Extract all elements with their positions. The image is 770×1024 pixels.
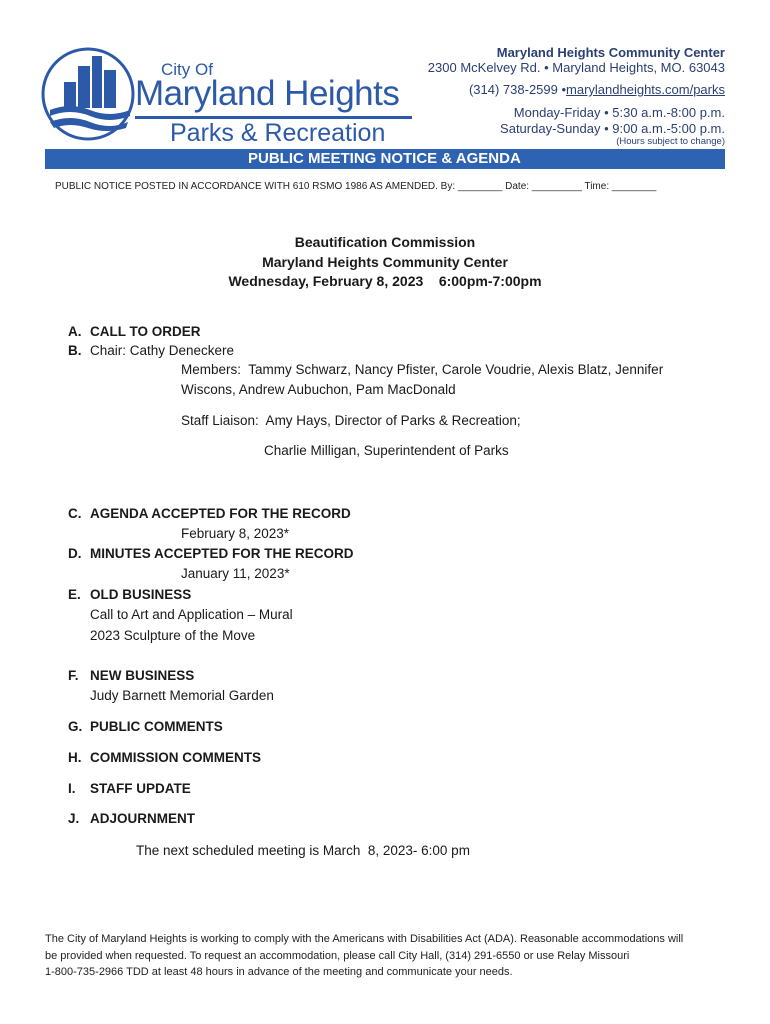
agenda-h-title: COMMISSION COMMENTS: [90, 750, 261, 765]
public-notice-line: PUBLIC NOTICE POSTED IN ACCORDANCE WITH 610 RSMO 1986 AS AMENDED. By: ________ Date: _________ Time: ________: [55, 181, 657, 192]
agenda-d-detail: January 11, 2023*: [181, 566, 290, 581]
agenda-f-title: NEW BUSINESS: [90, 668, 195, 683]
agenda-b-chair: Chair: Cathy Deneckere: [90, 343, 235, 358]
staff-liaison-line-2: Charlie Milligan, Superintendent of Parks: [264, 443, 509, 458]
hours-weekend: Saturday-Sunday • 9:00 a.m.-5:00 p.m.: [500, 121, 725, 136]
logo-city-name: Maryland Heights: [135, 74, 400, 113]
contact-center-name: Maryland Heights Community Center: [496, 45, 725, 60]
ada-footer-line-3: 1-800-735-2966 TDD at least 48 hours in advance of the meeting and communicate your needs.: [45, 966, 513, 978]
agenda-f-detail: Judy Barnett Memorial Garden: [90, 688, 274, 703]
banner-title: PUBLIC MEETING NOTICE & AGENDA: [248, 150, 521, 167]
agenda-letter-d: D.: [68, 546, 82, 561]
staff-liaison-line-1: Staff Liaison: Amy Hays, Director of Parks & Recreation;: [181, 413, 521, 428]
agenda-e-detail-2: 2023 Sculpture of the Move: [90, 628, 256, 643]
logo-city-of: City Of: [161, 60, 213, 79]
agenda-c-detail: February 8, 2023*: [181, 526, 290, 541]
contact-phone-web: [469, 82, 725, 98]
agenda-letter-e: E.: [68, 587, 81, 602]
agenda-letter-a: A.: [68, 324, 82, 339]
agenda-letter-j: J.: [68, 811, 80, 826]
hours-weekday: Monday-Friday • 5:30 a.m.-8:00 p.m.: [513, 105, 725, 120]
agenda-j-title: ADJOURNMENT: [90, 811, 196, 826]
ada-footer-line-2: be provided when requested. To request an accommodation, please call City Hall, (314) 291-6550 or use Relay Missouri: [45, 949, 630, 962]
website-link[interactable]: marylandheights.com/parks: [566, 82, 725, 97]
city-logo: [40, 44, 420, 146]
agenda-a-title: CALL TO ORDER: [90, 324, 201, 339]
contact-phone: (314) 738-2599 •: [468, 82, 567, 97]
members-line-2: Wiscons, Andrew Aubuchon, Pam MacDonald: [181, 382, 456, 397]
agenda-letter-i: I.: [68, 781, 76, 796]
agenda-g-title: PUBLIC COMMENTS: [90, 719, 223, 734]
city-skyline-logo-icon: [40, 44, 140, 144]
agenda-letter-b: B.: [68, 343, 82, 358]
members-line-1: Members: Tammy Schwarz, Nancy Pfister, Carole Voudrie, Alexis Blatz, Jennifer: [181, 362, 664, 377]
next-meeting-note: The next scheduled meeting is March 8, 2023- 6:00 pm: [136, 843, 470, 858]
agenda-e-title: OLD BUSINESS: [90, 587, 192, 602]
meeting-location: Maryland Heights Community Center: [262, 254, 508, 270]
meeting-datetime: Wednesday, February 8, 2023 6:00pm-7:00pm: [228, 273, 542, 289]
notice-banner: [45, 149, 725, 169]
hours-note: (Hours subject to change): [616, 136, 725, 147]
agenda-e-detail-1: Call to Art and Application – Mural: [90, 607, 293, 622]
commission-title: Beautification Commission: [294, 234, 476, 250]
agenda-i-title: STAFF UPDATE: [90, 781, 191, 796]
agenda-letter-h: H.: [68, 750, 82, 765]
agenda-c-title: AGENDA ACCEPTED FOR THE RECORD: [90, 506, 351, 521]
ada-footer: [45, 931, 735, 981]
logo-department: Parks & Recreation: [170, 119, 386, 147]
agenda-letter-g: G.: [68, 719, 83, 734]
agenda-letter-f: F.: [68, 668, 79, 683]
contact-address: 2300 McKelvey Rd. • Maryland Heights, MO. 63043: [427, 60, 725, 75]
agenda-d-title: MINUTES ACCEPTED FOR THE RECORD: [90, 546, 354, 561]
ada-footer-line-1: The City of Maryland Heights is working to comply with the Americans with Disabilities Act (ADA). Reasonable accommodations will: [45, 933, 684, 945]
agenda-letter-c: C.: [68, 506, 82, 521]
